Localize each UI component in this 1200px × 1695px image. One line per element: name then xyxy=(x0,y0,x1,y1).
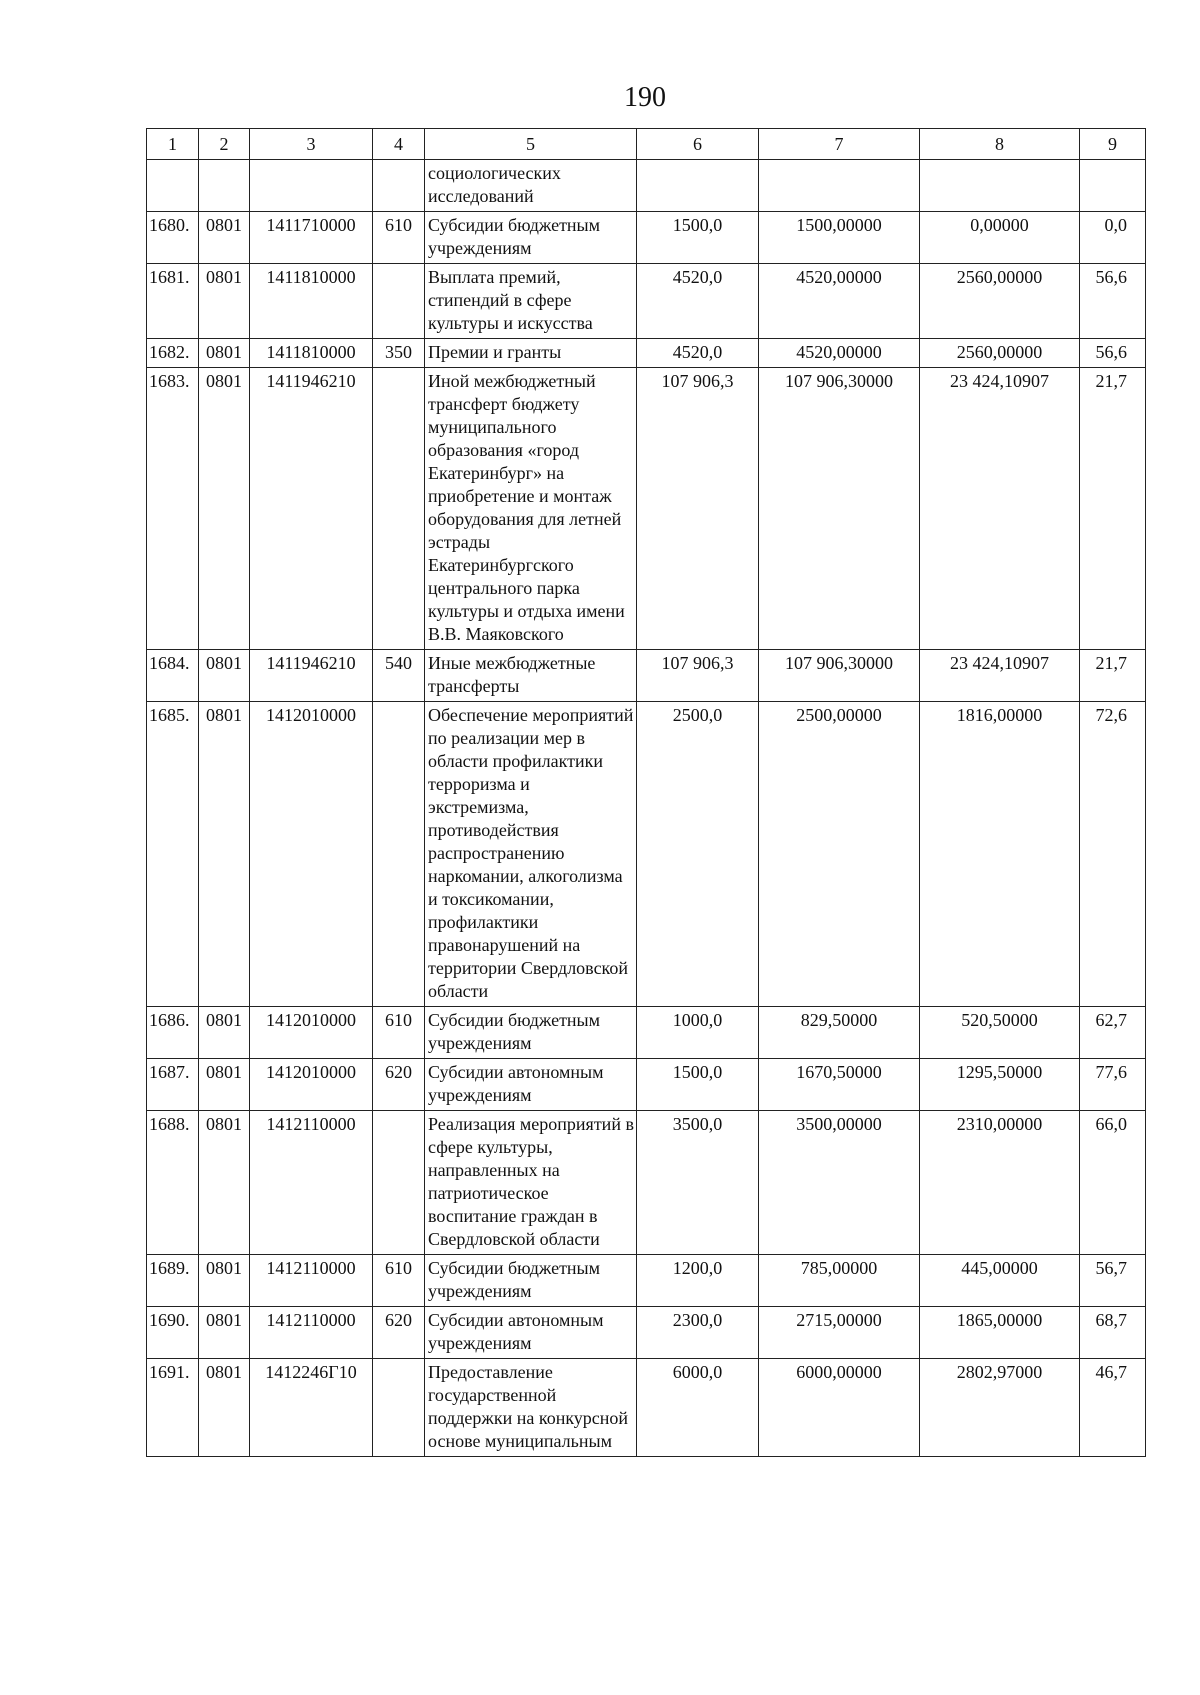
row-number-cell xyxy=(147,160,199,212)
column-header: 7 xyxy=(759,129,920,160)
revised-amount-cell: 785,00000 xyxy=(759,1255,920,1307)
execution-percent-cell: 0,0 xyxy=(1080,212,1146,264)
target-code-cell: 1412010000 xyxy=(250,702,373,1007)
expense-type-cell xyxy=(373,1359,425,1457)
revised-amount-cell: 107 906,30000 xyxy=(759,368,920,650)
expense-type-cell: 540 xyxy=(373,650,425,702)
expense-type-cell: 610 xyxy=(373,1255,425,1307)
executed-amount-cell: 1295,50000 xyxy=(920,1059,1080,1111)
item-name-cell: Иной межбюджетный трансферт бюджету муниципального образования «город Екатеринбург» на приобретение и монтаж оборудования для летней эстрады Екатеринбургского центрального парка культуры и отдыха имени В.В. Маяковского xyxy=(425,368,637,650)
section-code-cell: 0801 xyxy=(199,339,250,368)
execution-percent-cell: 62,7 xyxy=(1080,1007,1146,1059)
table-row xyxy=(147,1359,1146,1457)
execution-percent-cell: 68,7 xyxy=(1080,1307,1146,1359)
table-row xyxy=(147,650,1146,702)
execution-percent-cell xyxy=(1080,160,1146,212)
execution-percent-cell: 66,0 xyxy=(1080,1111,1146,1255)
revised-amount-cell: 829,50000 xyxy=(759,1007,920,1059)
section-code-cell: 0801 xyxy=(199,264,250,339)
target-code-cell: 1412246Г10 xyxy=(250,1359,373,1457)
column-header: 6 xyxy=(637,129,759,160)
executed-amount-cell: 0,00000 xyxy=(920,212,1080,264)
execution-percent-cell: 77,6 xyxy=(1080,1059,1146,1111)
table-row xyxy=(147,1255,1146,1307)
section-code-cell: 0801 xyxy=(199,368,250,650)
column-header: 4 xyxy=(373,129,425,160)
table-row xyxy=(147,368,1146,650)
row-number-cell: 1689. xyxy=(147,1255,199,1307)
page-number: 190 xyxy=(624,82,666,113)
executed-amount-cell: 2310,00000 xyxy=(920,1111,1080,1255)
execution-percent-cell: 21,7 xyxy=(1080,650,1146,702)
table-row xyxy=(147,1007,1146,1059)
execution-percent-cell: 46,7 xyxy=(1080,1359,1146,1457)
target-code-cell: 1412110000 xyxy=(250,1111,373,1255)
row-number-cell: 1682. xyxy=(147,339,199,368)
revised-amount-cell: 4520,00000 xyxy=(759,264,920,339)
table-row xyxy=(147,1111,1146,1255)
item-name-cell: Субсидии автономным учреждениям xyxy=(425,1059,637,1111)
planned-amount-cell: 1000,0 xyxy=(637,1007,759,1059)
section-code-cell: 0801 xyxy=(199,1059,250,1111)
section-code-cell: 0801 xyxy=(199,1007,250,1059)
column-header: 5 xyxy=(425,129,637,160)
target-code-cell: 1412110000 xyxy=(250,1255,373,1307)
expense-type-cell: 610 xyxy=(373,1007,425,1059)
expense-type-cell xyxy=(373,264,425,339)
planned-amount-cell: 4520,0 xyxy=(637,264,759,339)
planned-amount-cell: 1200,0 xyxy=(637,1255,759,1307)
revised-amount-cell xyxy=(759,160,920,212)
planned-amount-cell: 107 906,3 xyxy=(637,650,759,702)
row-number-cell: 1681. xyxy=(147,264,199,339)
column-header: 9 xyxy=(1080,129,1146,160)
executed-amount-cell xyxy=(920,160,1080,212)
revised-amount-cell: 2500,00000 xyxy=(759,702,920,1007)
revised-amount-cell: 107 906,30000 xyxy=(759,650,920,702)
target-code-cell: 1411946210 xyxy=(250,650,373,702)
executed-amount-cell: 23 424,10907 xyxy=(920,650,1080,702)
item-name-cell: социологических исследований xyxy=(425,160,637,212)
target-code-cell: 1411710000 xyxy=(250,212,373,264)
item-name-cell: Субсидии бюджетным учреждениям xyxy=(425,212,637,264)
revised-amount-cell: 4520,00000 xyxy=(759,339,920,368)
expense-type-cell: 350 xyxy=(373,339,425,368)
executed-amount-cell: 1865,00000 xyxy=(920,1307,1080,1359)
target-code-cell: 1411810000 xyxy=(250,264,373,339)
expense-type-cell: 620 xyxy=(373,1307,425,1359)
executed-amount-cell: 445,00000 xyxy=(920,1255,1080,1307)
revised-amount-cell: 6000,00000 xyxy=(759,1359,920,1457)
execution-percent-cell: 21,7 xyxy=(1080,368,1146,650)
row-number-cell: 1680. xyxy=(147,212,199,264)
item-name-cell: Иные межбюджетные трансферты xyxy=(425,650,637,702)
item-name-cell: Субсидии автономным учреждениям xyxy=(425,1307,637,1359)
executed-amount-cell: 2560,00000 xyxy=(920,339,1080,368)
table-row xyxy=(147,339,1146,368)
executed-amount-cell: 2802,97000 xyxy=(920,1359,1080,1457)
item-name-cell: Реализация мероприятий в сфере культуры, направленных на патриотическое воспитание граждан в Свердловской области xyxy=(425,1111,637,1255)
target-code-cell: 1412010000 xyxy=(250,1059,373,1111)
revised-amount-cell: 1500,00000 xyxy=(759,212,920,264)
target-code-cell: 1411946210 xyxy=(250,368,373,650)
column-header: 8 xyxy=(920,129,1080,160)
section-code-cell: 0801 xyxy=(199,1255,250,1307)
executed-amount-cell: 23 424,10907 xyxy=(920,368,1080,650)
planned-amount-cell: 1500,0 xyxy=(637,1059,759,1111)
section-code-cell: 0801 xyxy=(199,1307,250,1359)
revised-amount-cell: 3500,00000 xyxy=(759,1111,920,1255)
planned-amount-cell: 107 906,3 xyxy=(637,368,759,650)
row-number-cell: 1688. xyxy=(147,1111,199,1255)
expense-type-cell xyxy=(373,368,425,650)
item-name-cell: Обеспечение мероприятий по реализации мер в области профилактики терроризма и экстремизма, противодействия распространению наркомании, алкоголизма и токсикомании, профилактики правонарушений на территории Свердловской области xyxy=(425,702,637,1007)
row-number-cell: 1686. xyxy=(147,1007,199,1059)
planned-amount-cell: 2300,0 xyxy=(637,1307,759,1359)
target-code-cell: 1412110000 xyxy=(250,1307,373,1359)
section-code-cell: 0801 xyxy=(199,702,250,1007)
section-code-cell: 0801 xyxy=(199,650,250,702)
row-number-cell: 1683. xyxy=(147,368,199,650)
execution-percent-cell: 56,6 xyxy=(1080,339,1146,368)
executed-amount-cell: 1816,00000 xyxy=(920,702,1080,1007)
target-code-cell: 1412010000 xyxy=(250,1007,373,1059)
section-code-cell: 0801 xyxy=(199,212,250,264)
table-row xyxy=(147,160,1146,212)
execution-percent-cell: 56,7 xyxy=(1080,1255,1146,1307)
expense-type-cell xyxy=(373,702,425,1007)
row-number-cell: 1691. xyxy=(147,1359,199,1457)
executed-amount-cell: 520,50000 xyxy=(920,1007,1080,1059)
expense-type-cell: 610 xyxy=(373,212,425,264)
planned-amount-cell: 6000,0 xyxy=(637,1359,759,1457)
item-name-cell: Выплата премий, стипендий в сфере культуры и искусства xyxy=(425,264,637,339)
revised-amount-cell: 2715,00000 xyxy=(759,1307,920,1359)
table-row xyxy=(147,212,1146,264)
expense-type-cell xyxy=(373,160,425,212)
item-name-cell: Предоставление государственной поддержки на конкурсной основе муниципальным xyxy=(425,1359,637,1457)
section-code-cell xyxy=(199,160,250,212)
planned-amount-cell xyxy=(637,160,759,212)
planned-amount-cell: 2500,0 xyxy=(637,702,759,1007)
expense-type-cell: 620 xyxy=(373,1059,425,1111)
expense-type-cell xyxy=(373,1111,425,1255)
header-row xyxy=(147,129,1146,160)
target-code-cell xyxy=(250,160,373,212)
section-code-cell: 0801 xyxy=(199,1359,250,1457)
table-row xyxy=(147,1059,1146,1111)
planned-amount-cell: 3500,0 xyxy=(637,1111,759,1255)
revised-amount-cell: 1670,50000 xyxy=(759,1059,920,1111)
column-header: 3 xyxy=(250,129,373,160)
item-name-cell: Премии и гранты xyxy=(425,339,637,368)
table-row xyxy=(147,702,1146,1007)
section-code-cell: 0801 xyxy=(199,1111,250,1255)
planned-amount-cell: 1500,0 xyxy=(637,212,759,264)
column-header: 2 xyxy=(199,129,250,160)
item-name-cell: Субсидии бюджетным учреждениям xyxy=(425,1255,637,1307)
table-body xyxy=(147,129,1146,1457)
executed-amount-cell: 2560,00000 xyxy=(920,264,1080,339)
target-code-cell: 1411810000 xyxy=(250,339,373,368)
item-name-cell: Субсидии бюджетным учреждениям xyxy=(425,1007,637,1059)
row-number-cell: 1687. xyxy=(147,1059,199,1111)
row-number-cell: 1690. xyxy=(147,1307,199,1359)
planned-amount-cell: 4520,0 xyxy=(637,339,759,368)
row-number-cell: 1684. xyxy=(147,650,199,702)
table-row xyxy=(147,1307,1146,1359)
execution-percent-cell: 72,6 xyxy=(1080,702,1146,1007)
budget-table xyxy=(146,128,1146,1457)
column-header: 1 xyxy=(147,129,199,160)
table-row xyxy=(147,264,1146,339)
execution-percent-cell: 56,6 xyxy=(1080,264,1146,339)
row-number-cell: 1685. xyxy=(147,702,199,1007)
